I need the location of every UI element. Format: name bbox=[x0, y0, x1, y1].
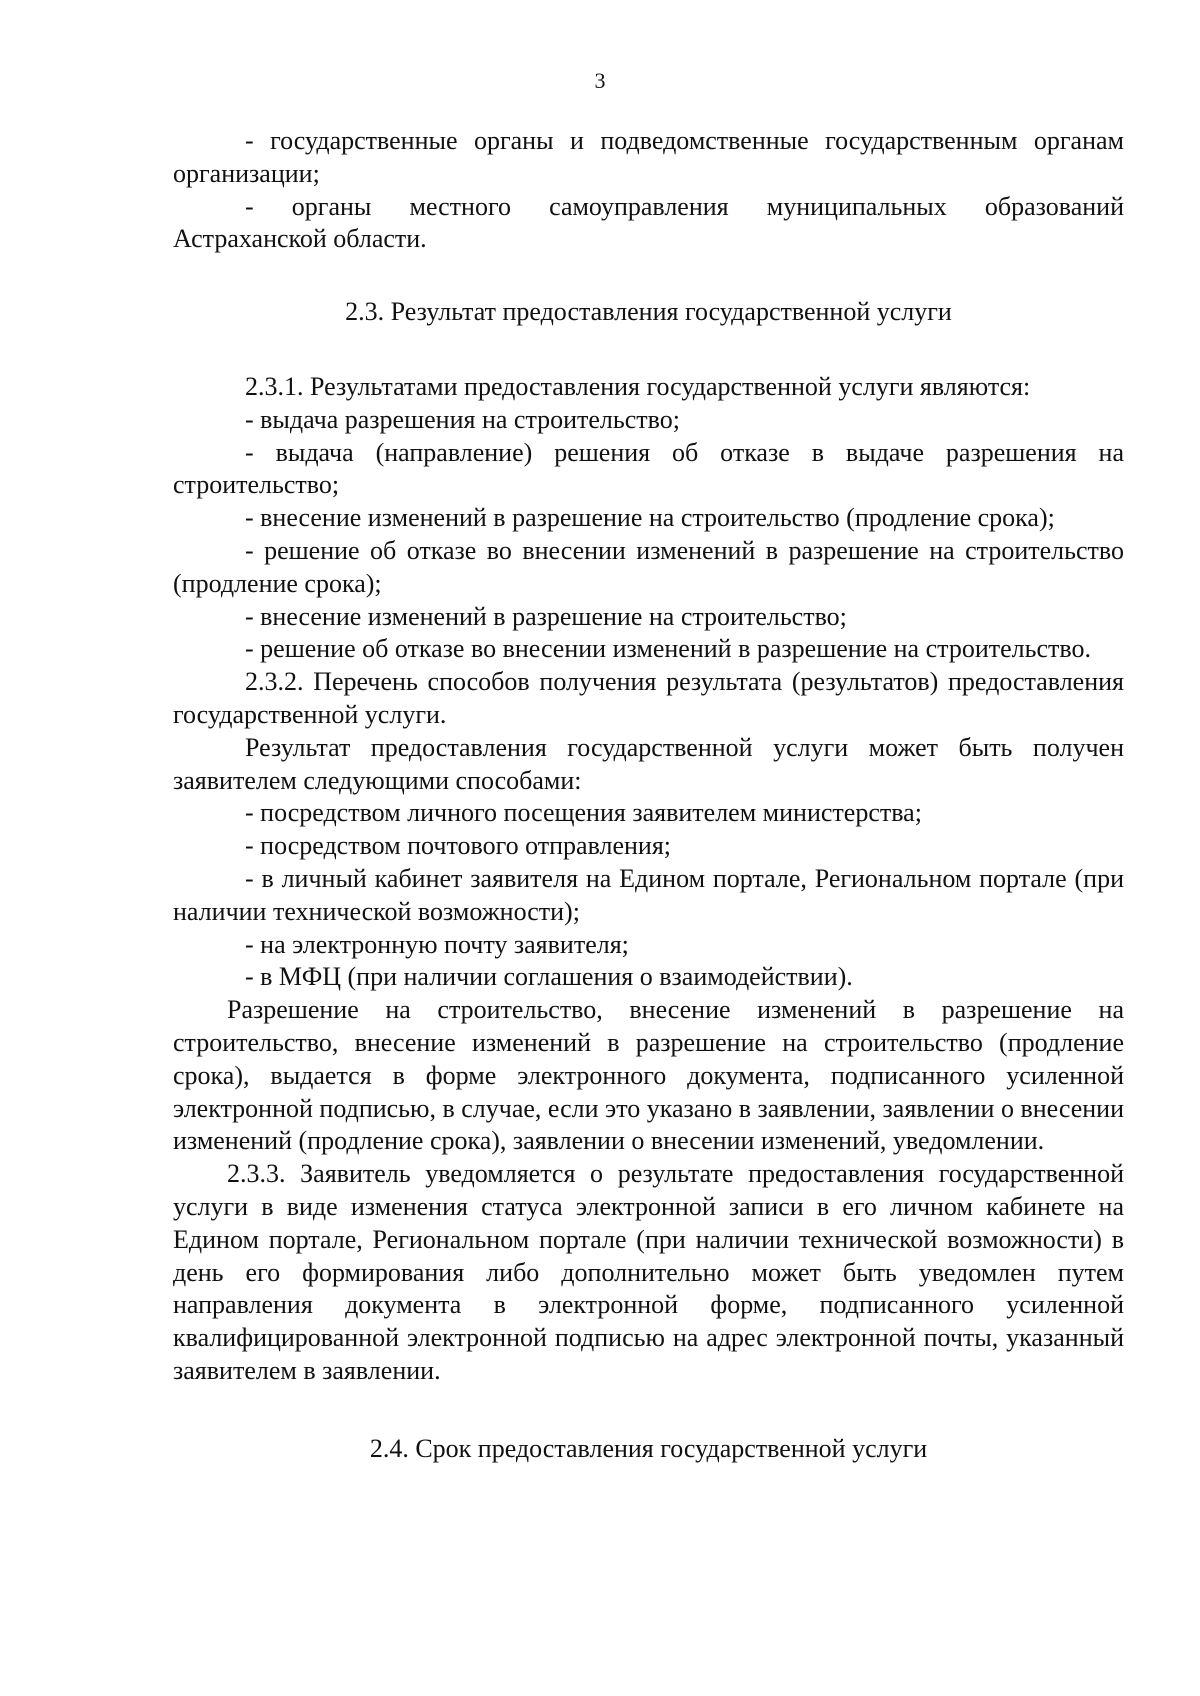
document-body bbox=[173, 125, 1124, 1465]
s232-lead: 2.3.2. Перечень способов получения результата (результатов) предоставления государственной услуги. bbox=[173, 667, 1124, 729]
s231-item: - выдача (направление) решения об отказе в выдаче разрешения на строительство; bbox=[173, 437, 1124, 500]
s232-item: - на электронную почту заявителя; bbox=[245, 929, 629, 959]
s232-item: - посредством личного посещения заявителем министерства; bbox=[245, 798, 922, 828]
page-number: 3 bbox=[594, 68, 606, 93]
s232-item: - в МФЦ (при наличии соглашения о взаимодействии). bbox=[245, 962, 853, 992]
s233-paragraph: 2.3.3. Заявитель уведомляется о результате предоставления государственной услуги в виде изменения статуса электронной записи в его личном кабинете на Едином портале, Региональном портале (при наличии технической возможности) в день его формирования либо дополнительно может быть уведомлен путем направления документа в электронной форме, подписанного усиленной квалифицированной электронной подписью на адрес электронной почты, указанный заявителем в заявлении. bbox=[173, 1159, 1124, 1385]
s232-text: Результат предоставления государственной услуги может быть получен заявителем следующими способами: bbox=[173, 732, 1124, 795]
intro-item-1: - государственные органы и подведомственные государственным органам организации; bbox=[173, 126, 1124, 188]
section-2-4-title: 2.4. Срок предоставления государственной услуги bbox=[369, 1433, 928, 1463]
intro-item-2: - органы местного самоуправления муниципальных образований Астраханской области. bbox=[173, 191, 1124, 254]
s231-item: - внесение изменений в разрешение на строительство; bbox=[245, 601, 847, 631]
s231-item: - внесение изменений в разрешение на строительство (продление срока); bbox=[245, 503, 1055, 533]
s231-item: - выдача разрешения на строительство; bbox=[245, 404, 680, 434]
s232-item: - посредством почтового отправления; bbox=[245, 831, 672, 861]
s232-item: - в личный кабинет заявителя на Едином портале, Региональном портале (при наличии технической возможности); bbox=[173, 863, 1124, 926]
s231-item: - решение об отказе во внесении изменений в разрешение на строительство. bbox=[245, 634, 1091, 664]
s232-note: Разрешение на строительство, внесение изменений в разрешение на строительство, внесение изменений в разрешение на строительство (продление срока), выдается в форме электронного документа, подписанного усиленной электронной подписью, в случае, если это указано в заявлении, заявлении о внесении изменений (продление срока), заявлении о внесении изменений, уведомлении. bbox=[173, 995, 1124, 1156]
s231-lead: 2.3.1. Результатами предоставления государственной услуги являются: bbox=[245, 371, 1031, 401]
s231-item: - решение об отказе во внесении изменений в разрешение на строительство (продление срока); bbox=[173, 535, 1124, 598]
section-2-3-title: 2.3. Результат предоставления государственной услуги bbox=[345, 297, 952, 327]
